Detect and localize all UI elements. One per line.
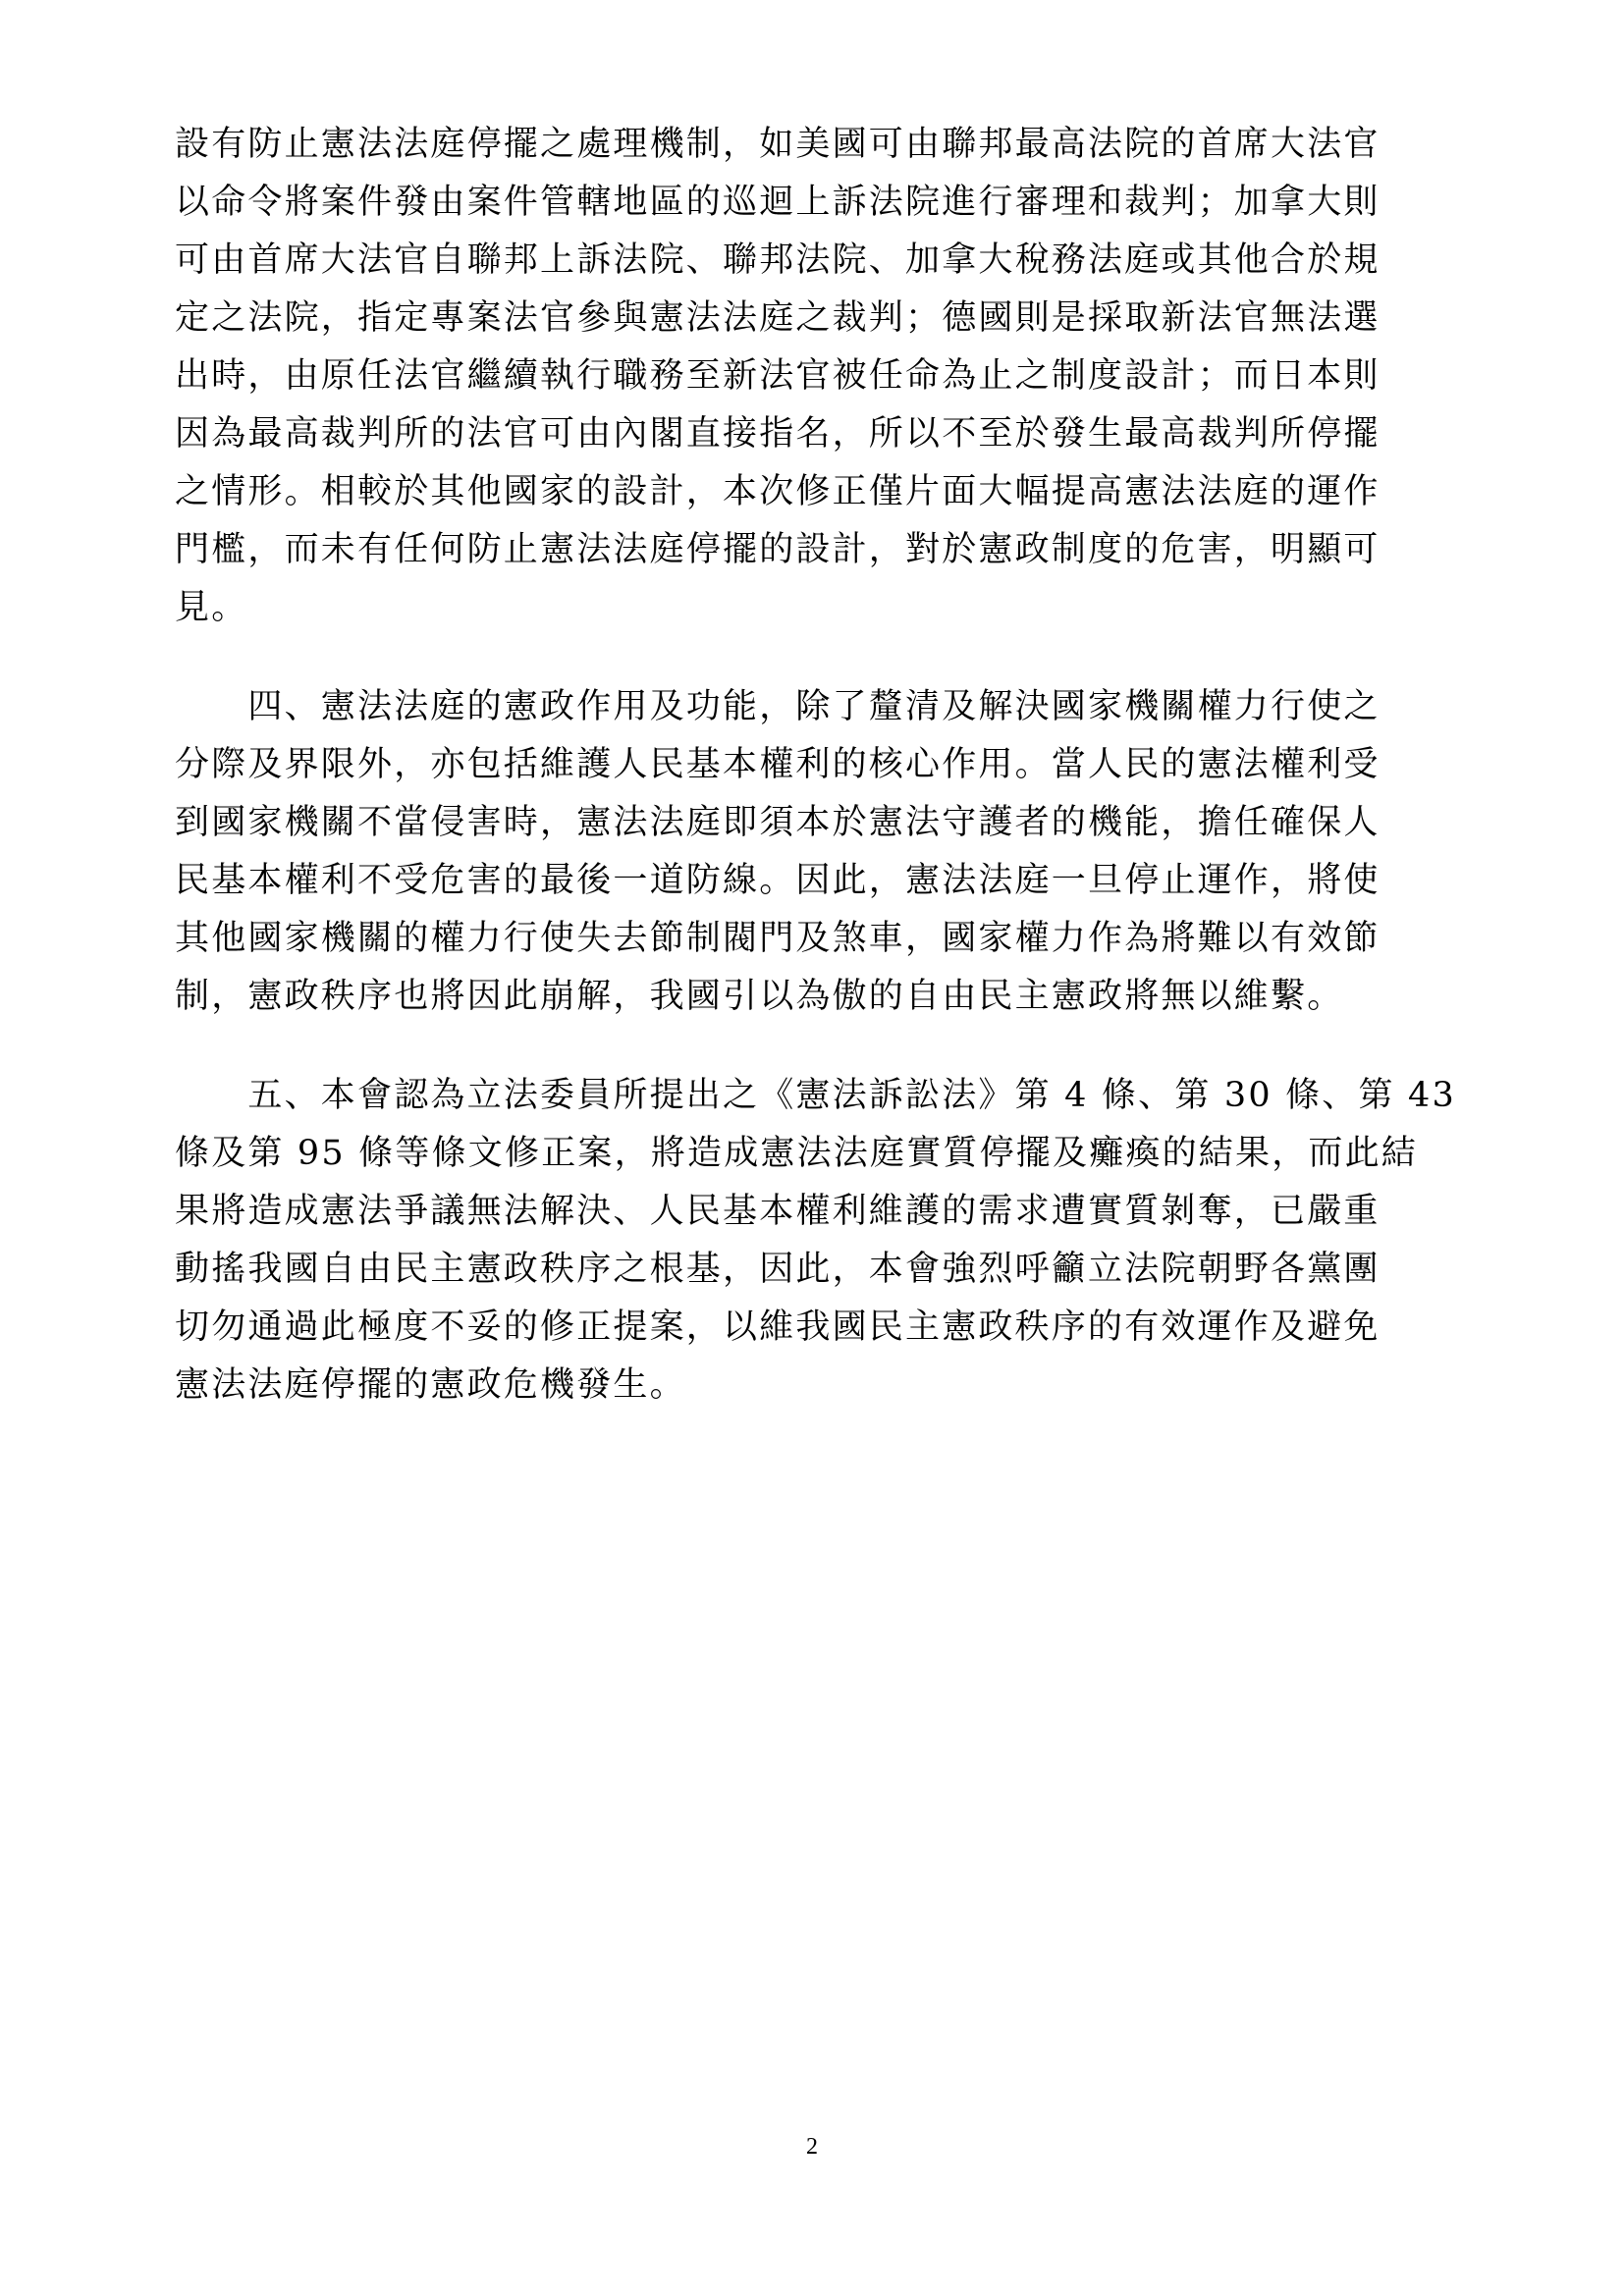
text-line: 設有防止憲法法庭停擺之處理機制，如美國可由聯邦最高法院的首席大法官 xyxy=(175,125,1380,164)
text-line: 以命令將案件發由案件管轄地區的巡迴上訴法院進行審理和裁判；加拿大則 xyxy=(175,183,1380,222)
page-number: 2 xyxy=(806,2134,818,2160)
text-line: 定之法院，指定專案法官參與憲法法庭之裁判；德國則是採取新法官無法選 xyxy=(175,298,1380,338)
text-line: 條及第 95 條等條文修正案，將造成憲法法庭實質停擺及癱瘓的結果，而此結 xyxy=(175,1134,1418,1173)
text-line: 之情形。相較於其他國家的設計，本次修正僅片面大幅提高憲法法庭的運作 xyxy=(175,472,1380,511)
document-body xyxy=(175,116,1456,1415)
text-line: 制，憲政秩序也將因此崩解，我國引以為傲的自由民主憲政將無以維繫。 xyxy=(175,977,1344,1016)
text-line: 動搖我國自由民主憲政秩序之根基，因此，本會強烈呼籲立法院朝野各黨團 xyxy=(175,1250,1380,1289)
text-line: 其他國家機關的權力行使失去節制閥門及煞車，國家權力作為將難以有效節 xyxy=(175,919,1380,958)
text-line: 四、憲法法庭的憲政作用及功能，除了釐清及解決國家機關權力行使之 xyxy=(175,687,1380,726)
text-line: 切勿通過此極度不妥的修正提案，以維我國民主憲政秩序的有效運作及避免 xyxy=(175,1308,1380,1347)
text-line: 五、本會認為立法委員所提出之《憲法訴訟法》第 4 條、第 30 條、第 43 xyxy=(175,1076,1456,1115)
text-line: 果將造成憲法爭議無法解決、人民基本權利維護的需求遭實質剝奪，已嚴重 xyxy=(175,1192,1380,1231)
text-line: 民基本權利不受危害的最後一道防線。因此，憲法法庭一旦停止運作，將使 xyxy=(175,861,1380,900)
paragraph-section-five xyxy=(175,1067,1456,1415)
text-line: 分際及界限外，亦包括維護人民基本權利的核心作用。當人民的憲法權利受 xyxy=(175,745,1380,784)
text-line: 見。 xyxy=(175,588,248,627)
paragraph-section-four xyxy=(175,678,1451,1026)
text-line: 可由首席大法官自聯邦上訴法院、聯邦法院、加拿大稅務法庭或其他合於規 xyxy=(175,240,1380,280)
text-line: 門檻，而未有任何防止憲法法庭停擺的設計，對於憲政制度的危害，明顯可 xyxy=(175,530,1380,569)
text-line: 憲法法庭停擺的憲政危機發生。 xyxy=(175,1365,686,1405)
text-line: 出時，由原任法官繼續執行職務至新法官被任命為止之制度設計；而日本則 xyxy=(175,356,1380,396)
paragraph-continuation xyxy=(175,116,1451,637)
text-line: 因為最高裁判所的法官可由內閣直接指名，所以不至於發生最高裁判所停擺 xyxy=(175,414,1380,454)
text-line: 到國家機關不當侵害時，憲法法庭即須本於憲法守護者的機能，擔任確保人 xyxy=(175,803,1380,842)
